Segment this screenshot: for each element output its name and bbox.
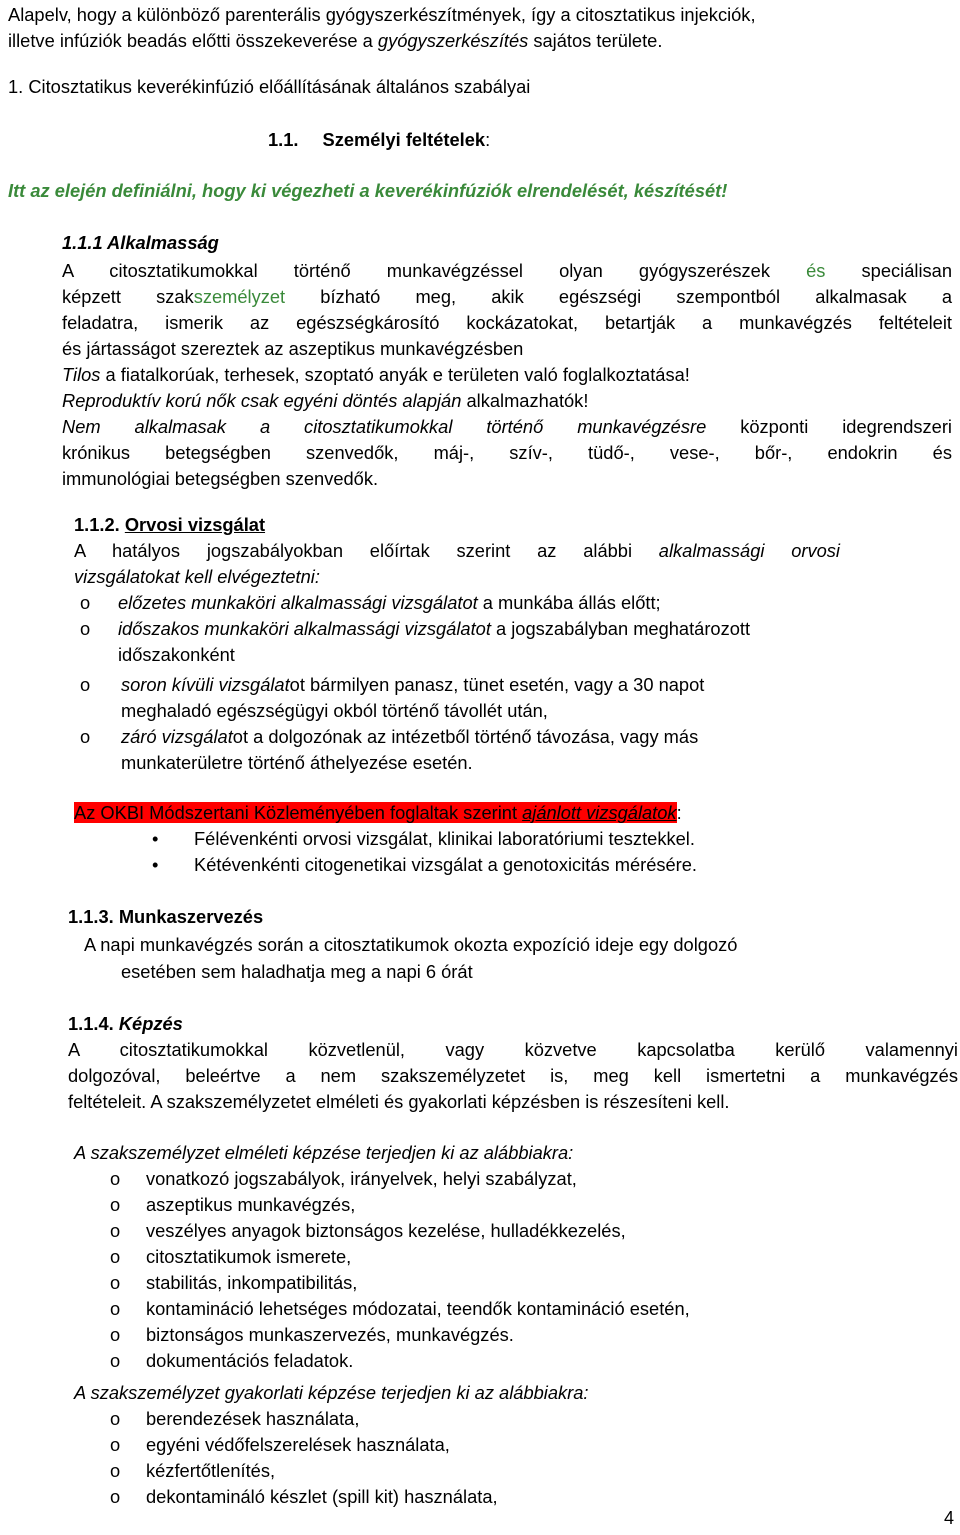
section-1-1-4-heading: 1.1.4. Képzés — [68, 1013, 183, 1034]
practice-list-heading: A szakszemélyzet gyakorlati képzése terjedjen ki az alábbiakra: — [74, 1382, 589, 1403]
list-item: o előzetes munkaköri alkalmassági vizsgálatot a munkába állás előtt; — [80, 592, 661, 613]
section-1-1-4-body: A citosztatikumokkal közvetlenül, vagy közvetve kapcsolatba kerülő valamennyi dolgozóval, beleértve a nem szakszemélyzetet is, meg kell ismertetni a munkavégzés feltételeit. A szakszemélyzetet elméleti és gyakorlati képzésben is részesíteni kell. — [68, 1039, 958, 1112]
list-item: o egyéni védőfelszerelések használata, — [110, 1434, 450, 1455]
section-1-1-1-heading: 1.1.1 Alkalmasság — [62, 232, 219, 253]
list-item: o aszeptikus munkavégzés, — [110, 1194, 356, 1215]
intro-line-2: illetve infúziók beadás előtti összekeverése a gyógyszerkészítés sajátos területe. — [8, 30, 663, 51]
bullet-item: • Kétévenkénti citogenetikai vizsgálat a genotoxicitás mérésére. — [152, 854, 698, 875]
section-1-heading: 1. Citosztatikus keverékinfúzió előállításának általános szabályai — [8, 76, 531, 97]
list-item: o kontamináció lehetséges módozatai, teendők kontamináció esetén, — [110, 1298, 690, 1319]
list-item: o vonatkozó jogszabályok, irányelvek, helyi szabályzat, — [110, 1168, 577, 1189]
theory-list-heading: A szakszemélyzet elméleti képzése terjedjen ki az alábbiakra: — [74, 1142, 574, 1163]
list-item: o stabilitás, inkompatibilitás, — [110, 1272, 358, 1293]
list-item: o dekontamináló készlet (spill kit) használata, — [110, 1486, 498, 1507]
list-item: o kézfertőtlenítés, — [110, 1460, 276, 1481]
practice-list — [74, 1406, 498, 1510]
section-1-1-2-intro: A hatályos jogszabályokban előírtak szerint az alábbi alkalmassági orvosi vizsgálatokat kell elvégeztetni: — [74, 540, 840, 587]
page-number: 4 — [943, 1508, 954, 1528]
list-item: o citosztatikumok ismerete, — [110, 1246, 352, 1267]
section-1-1-3-heading: 1.1.3. Munkaszervezés — [68, 906, 264, 927]
okbi-recommendation: Az OKBI Módszertani Közleményében foglaltak szerint ajánlott vizsgálatok: — [74, 802, 682, 823]
intro-line-1: Alapelv, hogy a különböző parenterális gyógyszerkészítmények, így a citosztatikus injekciók, — [8, 4, 756, 25]
list-item: o biztonságos munkaszervezés, munkavégzés. — [110, 1324, 514, 1345]
list-item: o záró vizsgálatot a dolgozónak az intézetből történő távozása, vagy más munkaterületre történő áthelyezése esetén. — [80, 726, 699, 773]
section-1-1-1-body: A citosztatikumokkal történő munkavégzéssel olyan gyógyszerészek és speciálisan képzett szakszemélyzet bízható meg, akik egészségi szempontból alkalmasak a feladatra, ismerik az egészségkárosító kockázatokat, betartják a munkavégzés feltételeit és jártasságot szereztek az aszeptikus munkavégzésben Tilos a fiatalkorúak, terhesek, szoptató anyák e területen való foglalkoztatása! Reproduktív korú nők csak egyéni döntés alapján alkalmazhatók! Nem alkalmasak a citosztatikumokkal történő munkavégzésre központi idegrendszeri krónikus betegségben szenvedők, máj-, szív-, tüdő-, vese-, bőr-, endokrin és immunológiai betegségben szenvedők. — [62, 260, 952, 489]
green-editor-note: Itt az elején definiálni, hogy ki végezheti a keverékinfúziók elrendelését, készítését! — [8, 180, 728, 201]
bullet-item: • Félévenkénti orvosi vizsgálat, klinikai laboratóriumi tesztekkel. — [152, 828, 695, 849]
list-item: o időszakos munkaköri alkalmassági vizsgálatot a jogszabályban meghatározott időszakonként — [80, 618, 751, 665]
okbi-bullets — [150, 826, 697, 878]
theory-list — [74, 1166, 690, 1374]
section-1-1-2-heading: 1.1.2. Orvosi vizsgálat — [74, 514, 266, 535]
list-item: o berendezések használata, — [110, 1408, 360, 1429]
list-item: o dokumentációs feladatok. — [110, 1350, 354, 1371]
section-1-1-heading: 1.1. Személyi feltételek: — [268, 129, 491, 150]
list-item: o veszélyes anyagok biztonságos kezelése, hulladékkezelés, — [110, 1220, 626, 1241]
section-1-1-3-body: A napi munkavégzés során a citosztatikumok okozta expozíció ideje egy dolgozó esetében sem haladhatja meg a napi 6 órát — [84, 934, 738, 982]
list-item: o soron kívüli vizsgálatot bármilyen panasz, tünet esetén, vagy a 30 napot meghaladó egészségügyi okból történő távollét után, — [80, 674, 705, 721]
exam-list — [74, 590, 914, 776]
